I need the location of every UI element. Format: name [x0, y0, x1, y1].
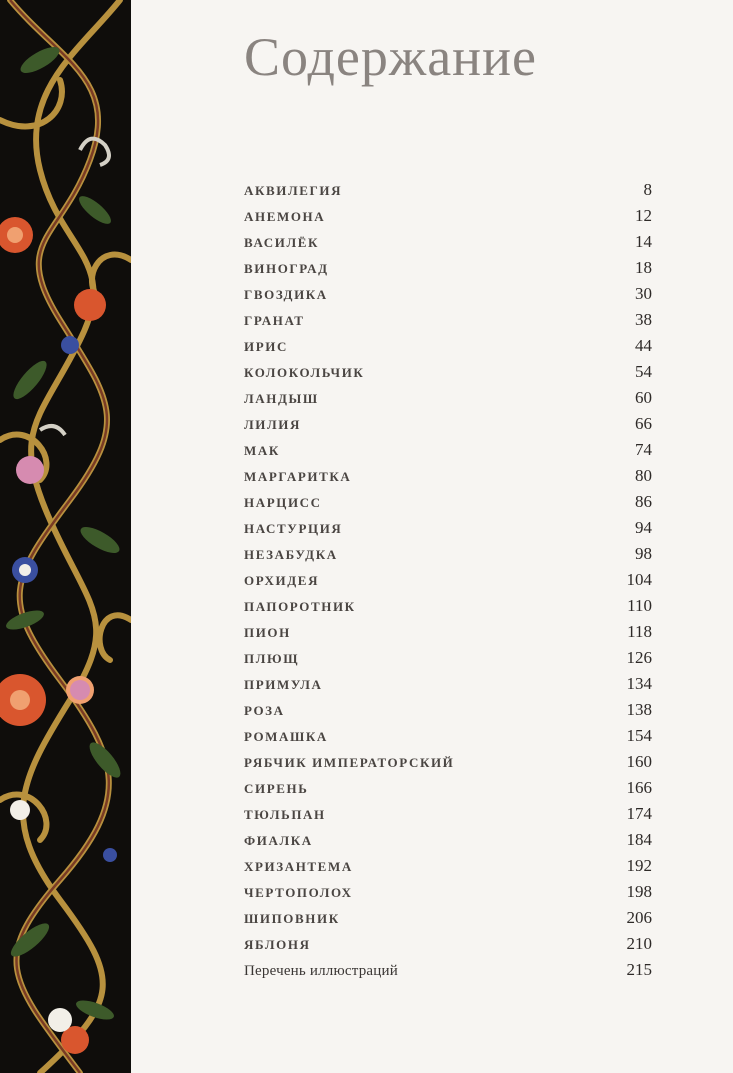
- toc-entry[interactable]: [244, 489, 652, 515]
- toc-entry-page-number: 60: [635, 388, 652, 407]
- toc-entry-label: НАРЦИСС: [244, 495, 322, 510]
- toc-entry-label: АНЕМОНА: [244, 209, 326, 224]
- toc-entry-label: ЛИЛИЯ: [244, 417, 301, 432]
- toc-entry-page-number: 104: [626, 570, 652, 589]
- toc-entry-page-number: 44: [635, 336, 652, 355]
- toc-entry-page-number: 198: [626, 882, 652, 901]
- toc-entry[interactable]: [244, 957, 652, 983]
- toc-entry[interactable]: [244, 775, 652, 801]
- toc-entry[interactable]: [244, 333, 652, 359]
- toc-entry-label: ТЮЛЬПАН: [244, 807, 326, 822]
- toc-entry[interactable]: [244, 879, 652, 905]
- toc-entry-page-number: 54: [635, 362, 652, 381]
- toc-entry-label: ОРХИДЕЯ: [244, 573, 320, 588]
- toc-entry-page-number: 38: [635, 310, 652, 329]
- toc-entry-page-number: 110: [627, 596, 652, 615]
- floral-ornament-panel: [0, 0, 131, 1073]
- toc-entry-label: ИРИС: [244, 339, 288, 354]
- toc-entry[interactable]: [244, 619, 652, 645]
- toc-entry[interactable]: [244, 671, 652, 697]
- toc-entry-page-number: 94: [635, 518, 652, 537]
- toc-entry-page-number: 80: [635, 466, 652, 485]
- toc-entry-page-number: 18: [635, 258, 652, 277]
- toc-entry-page-number: 134: [626, 674, 652, 693]
- toc-entry-page-number: 166: [626, 778, 652, 797]
- toc-entry-page-number: 8: [643, 180, 652, 199]
- toc-entry-label: ГРАНАТ: [244, 313, 305, 328]
- toc-entry-label: ВАСИЛЁК: [244, 235, 320, 250]
- toc-entry-label: МАК: [244, 443, 280, 458]
- toc-entry-label: ВИНОГРАД: [244, 261, 329, 276]
- toc-entry-label: ХРИЗАНТЕМА: [244, 859, 353, 874]
- toc-entry-label: РЯБЧИК ИМПЕРАТОРСКИЙ: [244, 755, 455, 770]
- toc-entry-label: МАРГАРИТКА: [244, 469, 352, 484]
- toc-entry-page-number: 210: [626, 934, 652, 953]
- page-title: Содержание: [244, 27, 537, 87]
- toc-entry-label: НЕЗАБУДКА: [244, 547, 338, 562]
- toc-entry-label: ПИОН: [244, 625, 291, 640]
- toc-entry-page-number: 118: [627, 622, 652, 641]
- toc-entry-page-number: 12: [635, 206, 652, 225]
- toc-entry[interactable]: [244, 177, 652, 203]
- toc-entry[interactable]: [244, 749, 652, 775]
- toc-entry[interactable]: [244, 463, 652, 489]
- toc-entry-label: ПЛЮЩ: [244, 651, 300, 666]
- toc-entry-page-number: 206: [626, 908, 652, 927]
- toc-entry-label: СИРЕНЬ: [244, 781, 309, 796]
- toc-entry[interactable]: [244, 281, 652, 307]
- toc-entry[interactable]: [244, 229, 652, 255]
- toc-entry-label: РОЗА: [244, 703, 285, 718]
- toc-entry-label: РОМАШКА: [244, 729, 328, 744]
- toc-entry[interactable]: [244, 645, 652, 671]
- toc-entry-label: ЛАНДЫШ: [244, 391, 319, 406]
- toc-entry-page-number: 98: [635, 544, 652, 563]
- toc-entry-page-number: 138: [626, 700, 652, 719]
- toc-entry[interactable]: [244, 697, 652, 723]
- toc-entry-page-number: 192: [626, 856, 652, 875]
- toc-entry-page-number: 160: [626, 752, 652, 771]
- toc-entry-label: КОЛОКОЛЬЧИК: [244, 365, 365, 380]
- toc-entry-label: ЯБЛОНЯ: [244, 937, 311, 952]
- toc-entry-label: НАСТУРЦИЯ: [244, 521, 343, 536]
- toc-entry[interactable]: [244, 567, 652, 593]
- toc-entry[interactable]: [244, 515, 652, 541]
- toc-entry[interactable]: [244, 359, 652, 385]
- floral-ornament-image: [0, 0, 131, 1073]
- toc-entry[interactable]: [244, 541, 652, 567]
- toc-entry-label: ШИПОВНИК: [244, 911, 340, 926]
- toc-entry[interactable]: [244, 801, 652, 827]
- toc-entry[interactable]: [244, 385, 652, 411]
- toc-entry-page-number: 66: [635, 414, 652, 433]
- toc-entry[interactable]: [244, 593, 652, 619]
- toc-entry[interactable]: [244, 307, 652, 333]
- toc-entry-label: Перечень иллюстраций: [244, 963, 398, 979]
- toc-entry-page-number: 14: [635, 232, 652, 251]
- toc-entry-page-number: 30: [635, 284, 652, 303]
- toc-entry-page-number: 184: [626, 830, 652, 849]
- toc-entry-label: ЧЕРТОПОЛОХ: [244, 885, 353, 900]
- toc-entry[interactable]: [244, 853, 652, 879]
- toc-entry-label: ГВОЗДИКА: [244, 287, 328, 302]
- toc-entry-label: ПАПОРОТНИК: [244, 599, 356, 614]
- toc-entry[interactable]: [244, 905, 652, 931]
- toc-page: [131, 0, 733, 1073]
- toc-entry-label: ПРИМУЛА: [244, 677, 323, 692]
- toc-entry[interactable]: [244, 723, 652, 749]
- toc-entry-label: АКВИЛЕГИЯ: [244, 183, 343, 198]
- toc-entry[interactable]: [244, 827, 652, 853]
- toc-entry-page-number: 86: [635, 492, 652, 511]
- toc-entry[interactable]: [244, 437, 652, 463]
- toc-entry[interactable]: [244, 411, 652, 437]
- table-of-contents: [244, 177, 652, 983]
- toc-entry-page-number: 154: [626, 726, 652, 745]
- toc-entry-page-number: 74: [635, 440, 652, 459]
- toc-entry[interactable]: [244, 203, 652, 229]
- toc-entry-label: ФИАЛКА: [244, 833, 313, 848]
- toc-entry-page-number: 126: [626, 648, 652, 667]
- toc-entry[interactable]: [244, 255, 652, 281]
- toc-entry[interactable]: [244, 931, 652, 957]
- toc-entry-page-number: 174: [626, 804, 652, 823]
- toc-entry-page-number: 215: [626, 960, 652, 979]
